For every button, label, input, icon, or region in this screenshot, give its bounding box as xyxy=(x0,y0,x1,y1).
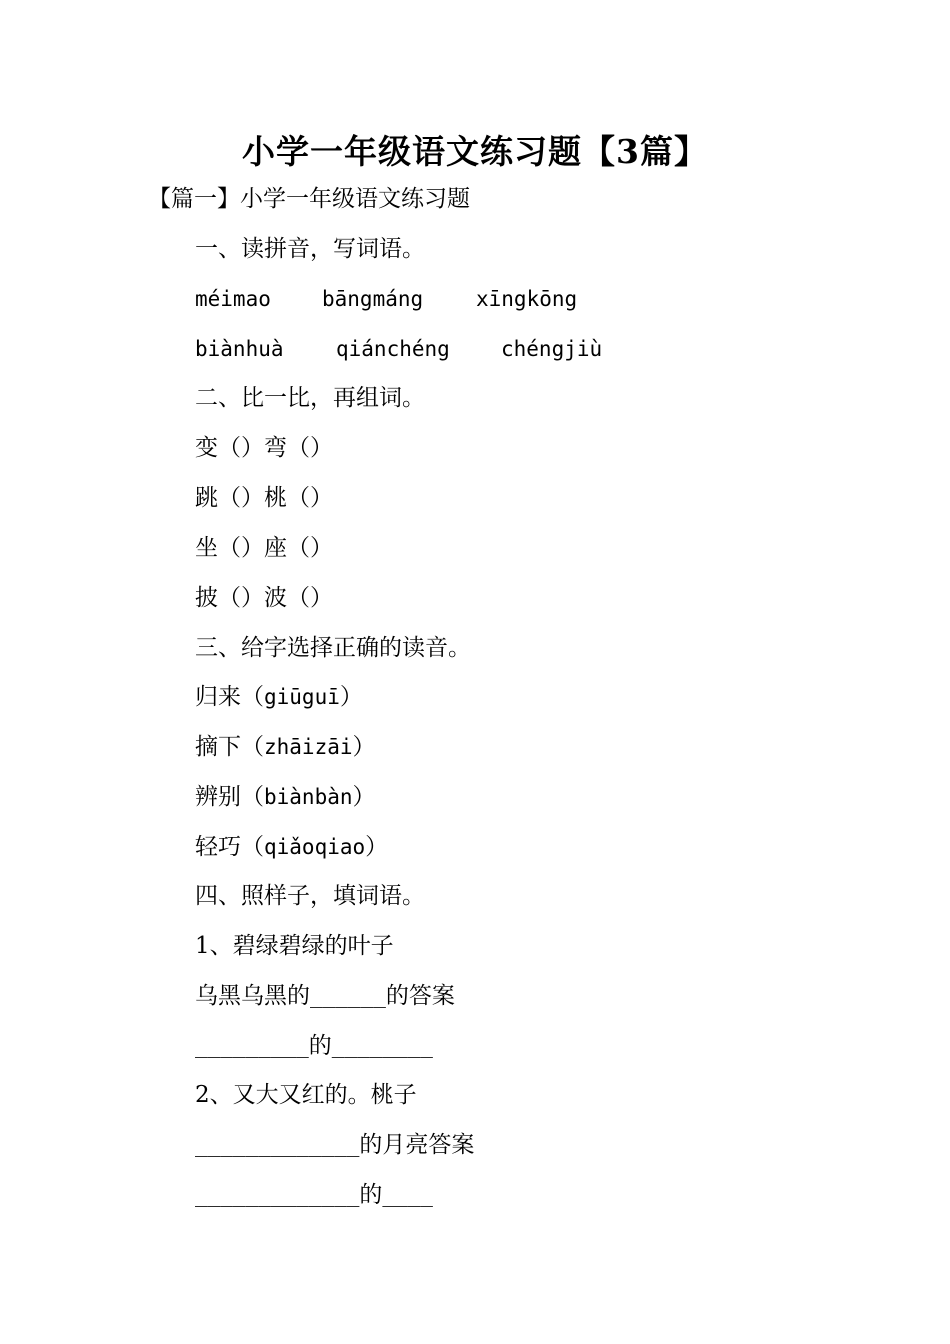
answer-paren: （） xyxy=(287,535,333,561)
char-a: 变 xyxy=(195,435,218,461)
example-1: 1、碧绿碧绿的叶子 xyxy=(195,933,394,959)
pinyin-item: méimao xyxy=(195,287,271,311)
word: 轻巧 xyxy=(195,834,241,860)
fill-line xyxy=(195,1180,433,1210)
pinyin-item: biànhuà xyxy=(195,337,284,361)
section-heading: 【篇一】小学一年级语文练习题 xyxy=(148,186,470,212)
answer-paren: （） xyxy=(218,585,264,611)
answer-paren: （） xyxy=(287,585,333,611)
example-2: 2、又大又红的。桃子 xyxy=(195,1082,417,1108)
char-a: 跳 xyxy=(195,485,218,511)
reading-item: 轻巧（qiǎoqiao） xyxy=(195,834,389,860)
pinyin-choices: qiǎoqiao xyxy=(264,835,366,859)
fill-line xyxy=(195,981,455,1011)
compare-row xyxy=(195,533,333,563)
pinyin-item: chéngjiù xyxy=(501,337,603,361)
page-title: 小学一年级语文练习题【3篇】 xyxy=(242,132,708,171)
char-b: 波 xyxy=(264,585,287,611)
char-a: 披 xyxy=(195,585,218,611)
answer-paren: （） xyxy=(218,435,264,461)
reading-item: 归来（giūguī） xyxy=(195,684,363,710)
fill-line xyxy=(195,1130,474,1160)
char-a: 坐 xyxy=(195,535,218,561)
pinyin-item: bāngmáng xyxy=(322,287,424,311)
answer-paren: （） xyxy=(218,535,264,561)
compare-row xyxy=(195,483,333,513)
fill-line xyxy=(195,1031,433,1061)
question-1-heading: 一、读拼音，写词语。 xyxy=(195,236,425,262)
pinyin-choices: giūguī xyxy=(264,685,340,709)
pinyin-choices: biànbàn xyxy=(264,785,353,809)
fill-suffix: 的答案 xyxy=(385,983,455,1009)
compare-row xyxy=(195,583,333,613)
answer-paren: （） xyxy=(218,485,264,511)
fill-suffix: 的月亮答案 xyxy=(359,1132,475,1158)
pinyin-item: xīngkōng xyxy=(476,287,578,311)
fill-blank: ________ xyxy=(331,1034,433,1058)
pinyin-item: qiánchéng xyxy=(336,337,450,361)
answer-paren: （） xyxy=(287,435,333,461)
fill-connector: 的 xyxy=(308,1033,332,1059)
char-b: 弯 xyxy=(264,435,287,461)
fill-blank: _____________ xyxy=(195,1183,360,1207)
word: 摘下 xyxy=(195,734,241,760)
compare-row xyxy=(195,433,333,463)
fill-blank: _____________ xyxy=(195,1133,360,1157)
answer-paren: （） xyxy=(287,485,333,511)
fill-blank: ____ xyxy=(382,1183,433,1207)
word: 归来 xyxy=(195,684,241,710)
fill-blank: ______ xyxy=(310,984,386,1008)
reading-item: 辨别（biànbàn） xyxy=(195,784,376,810)
fill-blank: _________ xyxy=(195,1034,309,1058)
question-2-heading: 二、比一比，再组词。 xyxy=(195,385,425,411)
reading-item: 摘下（zhāizāi） xyxy=(195,734,376,760)
word: 辨别 xyxy=(195,784,241,810)
fill-connector: 的 xyxy=(359,1182,383,1208)
char-b: 桃 xyxy=(264,485,287,511)
pinyin-choices: zhāizāi xyxy=(264,735,353,759)
question-3-heading: 三、给字选择正确的读音。 xyxy=(195,635,471,661)
question-4-heading: 四、照样子，填词语。 xyxy=(195,883,425,909)
char-b: 座 xyxy=(264,535,287,561)
fill-prefix: 乌黑乌黑的 xyxy=(195,983,310,1009)
